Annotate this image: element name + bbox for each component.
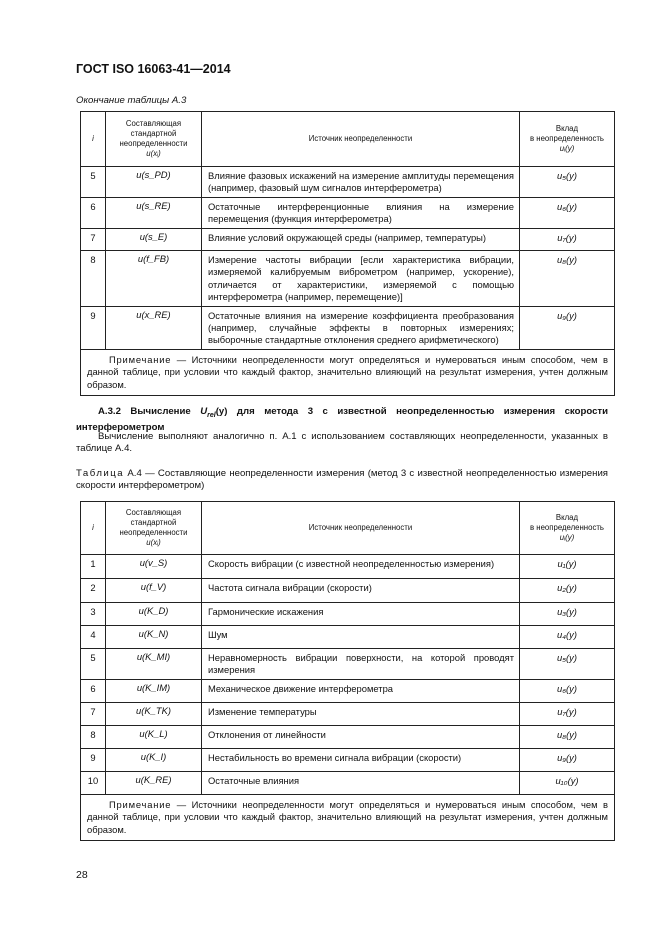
table-note-row <box>81 349 615 395</box>
header-i: i <box>81 502 106 555</box>
table-row: 1 u(v_S) Скорость вибрации (с известной неопределенностью измерения) u₁(y) <box>81 555 615 579</box>
table-row: 9 u(K_I) Нестабильность во времени сигнала вибрации (скорости) u₉(y) <box>81 749 615 772</box>
page-number: 28 <box>76 869 88 881</box>
table-row: 8 u(f_FB) Измерение частоты вибрации [если характеристика вибрации, измеряемой калибруемым виброметром (например, ускорение), отличается от характеристики, измеряемой с помощью интерферометра (например, перемещение)] u₈(y) <box>81 251 615 307</box>
header-contribution: Вклад в неопределенность uᵢ(y) <box>520 502 615 555</box>
table-row: 10 u(K_RE) Остаточные влияния u₁₀(y) <box>81 772 615 795</box>
table-row: 3 u(K_D) Гармонические искажения u₃(y) <box>81 603 615 626</box>
header-component: Составляющая стандартной неопределенности u(xᵢ) <box>106 112 202 167</box>
table-row: 9 u(x_RE) Остаточные влияния на измерение коэффициента преобразования (например, случайные эффекты в повторных измерениях; выборочные стандартные отклонения среднего арифметического) u₉(y) <box>81 306 615 349</box>
table-a4-note: Примечание — Источники неопределенности могут определяться и нумероваться иным способом, чем в данной таблице, при условии что каждый фактор, значительно влияющий на результат измерения, учтен должным образом. <box>81 795 615 841</box>
table-header-row <box>81 502 615 555</box>
table-a4 <box>80 501 615 841</box>
table-row: 6 u(K_IM) Механическое движение интерферометра u₆(y) <box>81 680 615 703</box>
section-body: Вычисление выполняют аналогично п. А.1 с использованием составляющих неопределенности, указанных в таблице А.4. <box>76 431 608 455</box>
header-source: Источник неопределенности <box>202 112 520 167</box>
table-a4-caption: Таблица А.4 — Составляющие неопределенности измерения (метод 3 с известной неопределенностью измерения скорости интерферометром) <box>76 468 608 492</box>
header-source: Источник неопределенности <box>202 502 520 555</box>
table-a3-note: Примечание — Источники неопределенности могут определяться и нумероваться иным способом, чем в данной таблице, при условии что каждый фактор, значительно влияющий на результат измерения, учтен должным образом. <box>81 349 615 395</box>
header-i: i <box>81 112 106 167</box>
table-row: 8 u(K_L) Отклонения от линейности u₈(y) <box>81 726 615 749</box>
table-a3 <box>80 111 615 396</box>
section-heading: А.3.2 Вычисление $U_{rel}(y)$ для метода 3 с известной неопределенностью измерения скорости интерферометром <box>76 406 608 434</box>
table-header-row <box>81 112 615 167</box>
table-row: 5 u(s_PD) Влияние фазовых искажений на измерение амплитуды перемещения (например, фазовый шум сигналов интерферометра) u₅(y) <box>81 167 615 198</box>
table-a3-caption: Окончание таблицы А.3 <box>76 95 187 106</box>
document-header: ГОСТ ISO 16063-41—2014 <box>76 62 231 76</box>
table-row: 4 u(K_N) Шум u₄(y) <box>81 626 615 649</box>
table-row: 7 u(s_E) Влияние условий окружающей среды (например, температуры) u₇(y) <box>81 229 615 251</box>
table-row: 6 u(s_RE) Остаточные интерференционные влияния на измерение перемещения (функция интерферометра) u₆(y) <box>81 198 615 229</box>
table-note-row <box>81 795 615 841</box>
table-row: 5 u(K_MI) Неравномерность вибрации поверхности, на которой проводят измерения u₅(y) <box>81 649 615 680</box>
table-row: 7 u(K_TK) Изменение температуры u₇(y) <box>81 703 615 726</box>
header-contribution: Вклад в неопределенность uᵢ(y) <box>520 112 615 167</box>
table-row: 2 u(f_V) Частота сигнала вибрации (скорости) u₂(y) <box>81 579 615 603</box>
header-component: Составляющая стандартной неопределенности u(xᵢ) <box>106 502 202 555</box>
